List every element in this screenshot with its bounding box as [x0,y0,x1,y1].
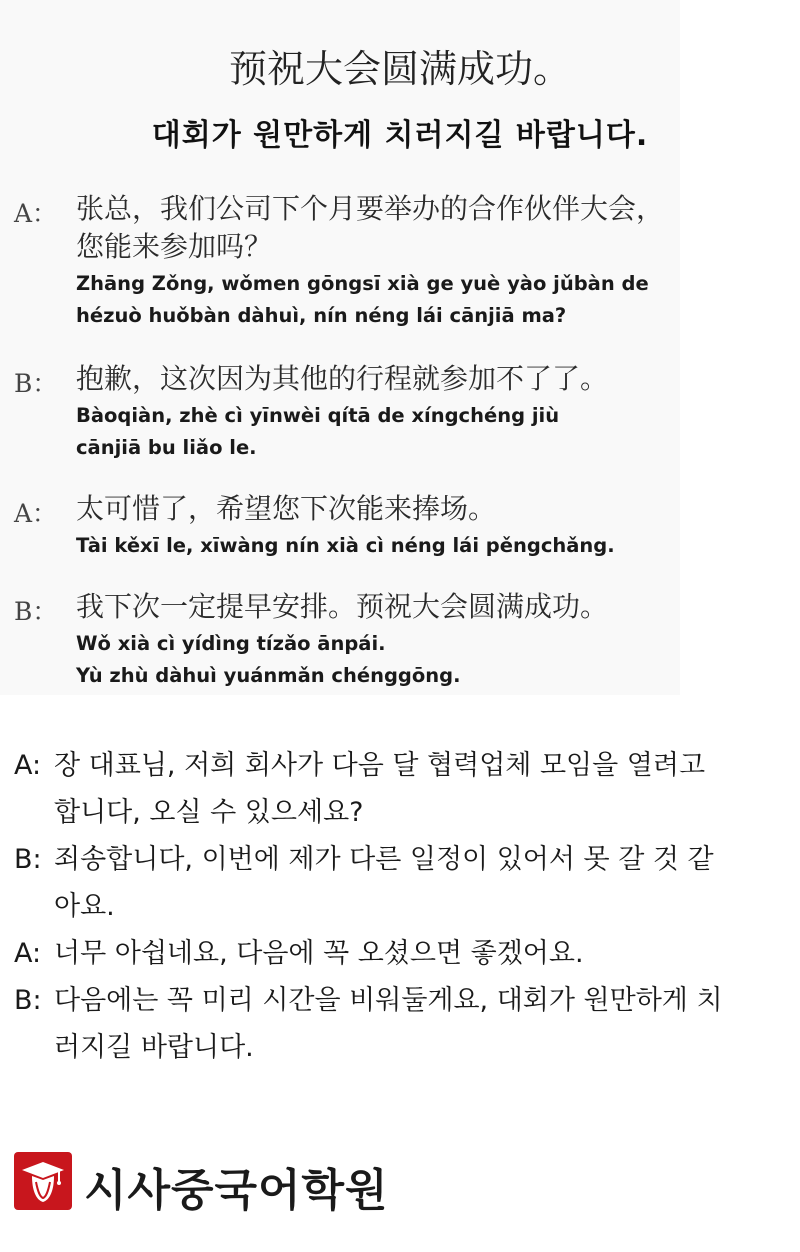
sisa-logo-icon [14,1152,72,1210]
translation-text: 다음에는 꼭 미리 시간을 비워둘게요, 대회가 원만하게 치 [54,985,723,1016]
pinyin-text: Tài kěxī le, xīwàng nín xià cì néng lái pěngchǎng. [76,534,615,557]
translation-text: 아요. [54,891,115,922]
korean-translation [14,742,784,1071]
pinyin-text: Wǒ xià cì yídìng tízǎo ānpái. Yù zhù dàhuì yuánmǎn chénggōng. [76,632,461,687]
translation-item-1 [14,742,784,836]
pinyin-text: Bàoqiàn, zhè cì yīnwèi qítā de xíngchéng jiù cānjiā bu liǎo le. [76,404,560,459]
academy-name: 시사중국어학원 [84,1165,389,1216]
translation-text: 장 대표님, 저희 회사가 다음 달 협력업체 모임을 열려고 [54,750,706,781]
translation-text: 러지길 바랍니다. [54,1032,254,1063]
translation-text: 너무 아쉽네요, 다음에 꼭 오셨으면 좋겠어요. [54,938,584,969]
page-title-chinese: 预祝大会圆满成功。 [228,47,571,91]
translation-item-2 [14,836,784,930]
speaker-label: A： [14,499,58,528]
chinese-text: 我下次一定提早安排。预祝大会圆满成功。 [76,590,609,623]
chinese-text: 抱歉，这次因为其他的行程就参加不了了。 [76,362,609,395]
chinese-text: 张总，我们公司下个月要举办的合作伙伴大会， 您能来参加吗？ [76,192,665,263]
translation-text: 죄송합니다, 이번에 제가 다른 일정이 있어서 못 갈 것 같 [54,844,714,875]
speaker-label: B: [14,985,42,1016]
speaker-label: A: [14,750,42,781]
speaker-label: A: [14,938,42,969]
pinyin-text: Zhāng Zǒng, wǒmen gōngsī xià ge yuè yào jǔbàn de hézuò huǒbàn dàhuì, nín néng lái cānjiā ma? [76,272,649,327]
chinese-text: 太可惜了，希望您下次能来捧场。 [76,492,497,525]
translation-item-4 [14,977,784,1071]
dialogue-line-1 [14,190,684,332]
speaker-label: B： [14,597,58,626]
dialogue-line-4 [14,588,684,692]
page-title-korean: 대회가 원만하게 치러지길 바랍니다. [151,118,649,153]
dialogue-line-2 [14,360,684,464]
dialogue-line-3 [14,490,684,562]
speaker-label: B： [14,369,58,398]
translation-item-3 [14,930,784,977]
speaker-label: A： [14,199,58,228]
speaker-label: B: [14,844,42,875]
translation-text: 합니다, 오실 수 있으세요? [54,797,364,828]
